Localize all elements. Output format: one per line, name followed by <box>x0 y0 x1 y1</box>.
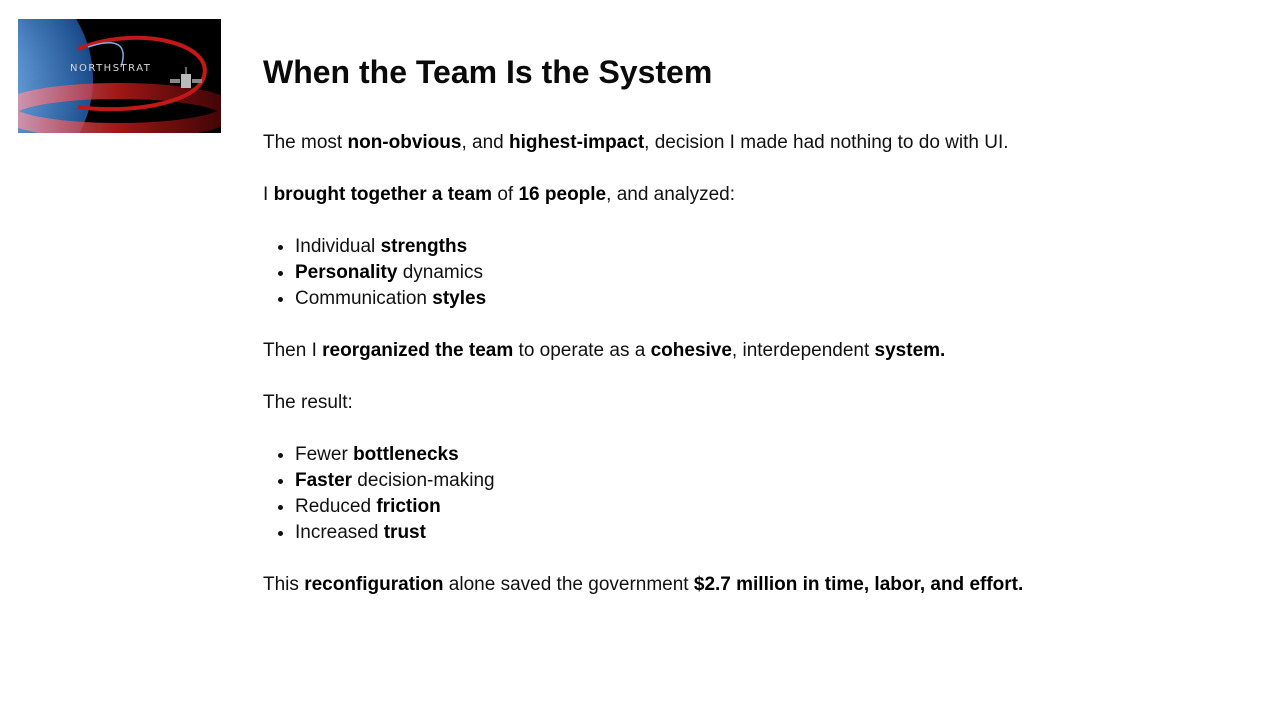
northstrat-logo <box>18 19 221 133</box>
text-segment: alone saved the government <box>443 574 694 595</box>
main-content <box>263 50 1243 598</box>
text-segment: , interdependent <box>731 340 875 361</box>
list-item: • Increased trust <box>295 520 1243 546</box>
text-segment: of <box>492 184 519 205</box>
list-item: • Communication styles <box>295 286 1243 312</box>
list-item: • Fewer bottlenecks <box>295 442 1243 468</box>
bold-text: system. <box>874 340 946 361</box>
reorganize-paragraph <box>263 338 1243 364</box>
bold-text: reconfiguration <box>304 574 444 595</box>
text-segment: Then I <box>263 340 323 361</box>
list-item: • Faster decision-making <box>295 468 1243 494</box>
results-list <box>263 442 1243 546</box>
text-segment: , and analyzed: <box>606 184 736 205</box>
bold-text: non-obvious <box>347 132 462 153</box>
result-label: The result: <box>263 392 353 413</box>
text-segment: , decision I made had nothing to do with UI. <box>644 132 1009 153</box>
bold-text: cohesive <box>650 340 732 361</box>
text-segment: I <box>263 184 274 205</box>
team-paragraph <box>263 182 1243 208</box>
text-segment: , and <box>461 132 510 153</box>
bold-text: 16 people <box>518 184 607 205</box>
bold-text: highest-impact <box>509 132 645 153</box>
text-segment: The most <box>263 132 348 153</box>
page-title: When the Team Is the System <box>263 54 713 90</box>
bold-text: reorganized the team <box>322 340 514 361</box>
northstrat-logo-image <box>18 19 221 133</box>
text-segment: This <box>263 574 305 595</box>
bold-text: $2.7 million in time, labor, and effort. <box>693 574 1024 595</box>
savings-paragraph <box>263 572 1243 598</box>
analysis-list <box>263 234 1243 312</box>
logo-text: NORTHSTRAT <box>70 63 152 74</box>
text-segment: to operate as a <box>513 340 651 361</box>
list-item: • Reduced friction <box>295 494 1243 520</box>
list-item: • Individual strengths <box>295 234 1243 260</box>
intro-paragraph <box>263 130 1243 156</box>
bold-text: brought together a team <box>273 184 493 205</box>
list-item: • Personality dynamics <box>295 260 1243 286</box>
